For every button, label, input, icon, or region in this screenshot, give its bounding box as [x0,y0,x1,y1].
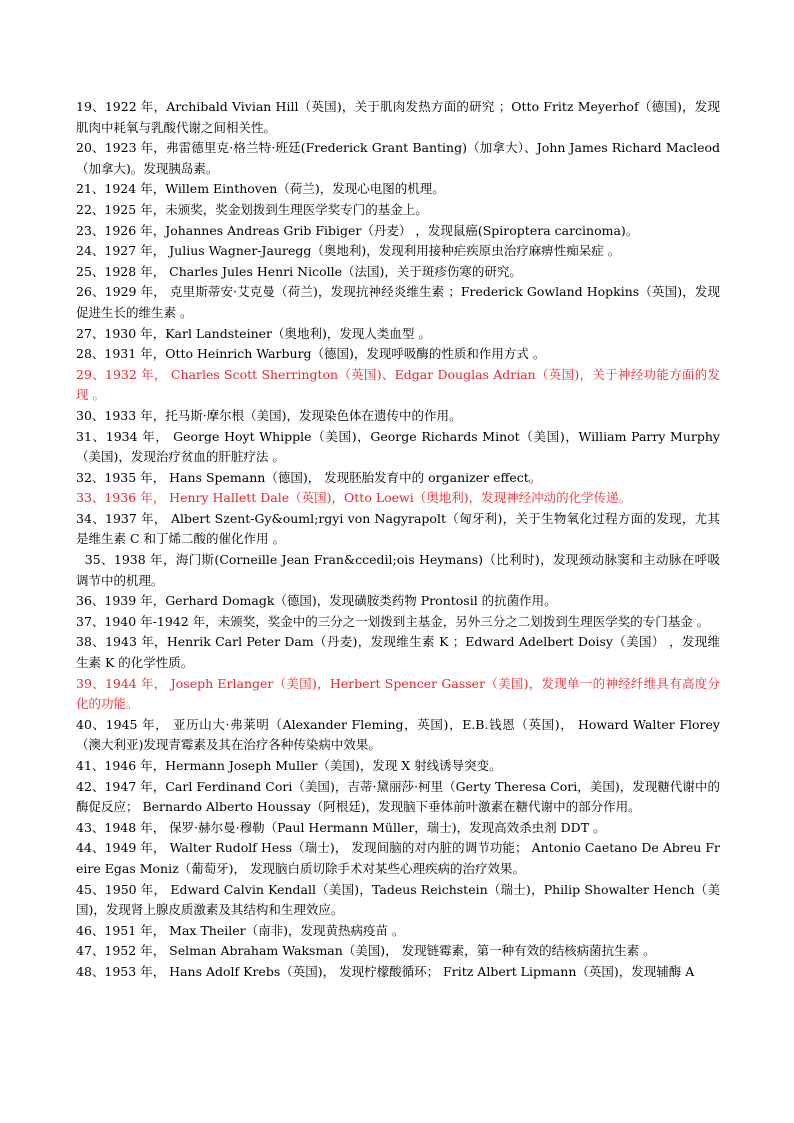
entry-33: 33、1936 年， Henry Hallett Dale（英国)，Otto Loewi（奥地利)，发现神经冲动的化学传递。 [76,490,632,506]
entry-22: 22、1925 年，未颁奖，奖金划拨到生理医学奖专门的基金上。 [76,201,428,217]
entry-37: 37、1940 年-1942 年，未颁奖，奖金中的三分之一划拨到主基金，另外三分之二划拨到生理医学奖的专门基金 。 [76,613,710,629]
entry-19: 19、1922 年，Archibald Vivian Hill（英国)，关于肌肉发热方面的研究 ；Otto Fritz Meyerhof（德国)，发现肌肉中耗氧与乳酸代谢之间相关性。 [76,99,720,135]
entry-43: 43、1948 年， 保罗·赫尔曼·穆勒（Paul Hermann Müller，瑞士)，发现高效杀虫剂 DDT 。 [76,819,606,835]
entry-47: 47、1952 年， Selman Abraham Waksman（美国)， 发现链霉素，第一种有效的结核病菌抗生素 。 [76,943,656,959]
entry-42: 42、1947 年，Carl Ferdinand Cori（美国)，吉蒂·黛丽莎·柯里（Gerty Theresa Cori，美国)，发现糖代谢中的酶促反应； Bernardo Alberto Houssay（阿根廷)，发现脑下垂体前叶激素在糖代谢中的部分作用。 [76,778,720,815]
entry-29: 29、1932 年， Charles Scott Sherrington（英国)、Edgar Douglas Adrian（英国)，关于神经功能方面的发现 。 [76,366,720,403]
entry-31: 31、1934 年， George Hoyt Whipple（美国)，George Richards Minot（美国)，William Parry Murphy（美国)，发现治疗贫血的肝脏疗法 。 [76,428,720,465]
entry-36: 36、1939 年，Gerhard Domagk（德国)，发现磺胺类药物 Prontosil 的抗菌作用。 [76,593,557,609]
document-page [76,97,720,983]
entry-38: 38、1943 年，Henrik Carl Peter Dam（丹麦)，发现维生素 K ；Edward Adelbert Doisy（美国） ，发现维生素 K 的化学性质。 [76,634,720,671]
entry-26: 26、1929 年， 克里斯蒂安·艾克曼（荷兰)，发现抗神经炎维生素 ；Frederick Gowland Hopkins（英国)，发现促进生长的维生素 。 [76,284,720,320]
entry-44: 44、1949 年， Walter Rudolf Hess（瑞士)， 发现间脑的对内脏的调节功能； Antonio Caetano De Abreu Freire Egas Moniz（葡萄牙)， 发现脑白质切除手术对某些心理疾病的治疗效果。 [76,840,720,876]
entry-35: 35、1938 年，海门斯(Corneille Jean Fran&ccedil;ois Heymans)（比利时)，发现颈动脉窦和主动脉在呼吸调节中的机理。 [76,552,720,588]
entry-46: 46、1951 年， Max Theiler（南非)，发现黄热病疫苗 。 [76,922,405,938]
entry-41: 41、1946 年，Hermann Joseph Muller（美国)，发现 X 射线诱导突变。 [76,758,502,773]
entry-20: 20、1923 年，弗雷德里克·格兰特·班廷(Frederick Grant Banting)（加拿大）、John James Richard Macleod（加拿大)。发现胰岛素。 [76,140,720,176]
entry-39: 39、1944 年， Joseph Erlanger（美国)，Herbert Spencer Gasser（美国)，发现单一的神经纤维具有高度分化的功能。 [76,675,720,712]
entry-25: 25、1928 年， Charles Jules Henri Nicolle（法国)，关于斑疹伤寒的研究。 [76,263,522,279]
entry-27: 27、1930 年，Karl Landsteiner（奥地利)，发现人类血型 。 [76,325,431,341]
entry-45: 45、1950 年， Edward Calvin Kendall（美国)，Tadeus Reichstein（瑞士)，Philip Showalter Hench（美国)，发现肾上腺皮质激素及其结构和生理效应。 [76,881,720,918]
entry-28: 28、1931 年，Otto Heinrich Warburg（德国)，发现呼吸酶的性质和作用方式 。 [76,346,546,362]
entry-32: 32、1935 年， Hans Spemann（德国)， 发现胚胎发育中的 organizer effect。 [76,469,542,485]
entry-30: 30、1933 年，托马斯·摩尔根（美国)，发现染色体在遗传中的作用。 [76,407,462,423]
entry-21: 21、1924 年，Willem Einthoven（荷兰)，发现心电图的机理。 [76,181,445,197]
entry-48: 48、1953 年， Hans Adolf Krebs（英国)， 发现柠檬酸循环； Fritz Albert Lipmann（英国)，发现辅酶 A [76,963,695,979]
entry-24: 24、1927 年， Julius Wagner-Jauregg（奥地利)，发现利用接种疟疾原虫治疗麻痹性痴呆症 。 [76,243,621,259]
entry-40: 40、1945 年， 亚历山大·弗莱明（Alexander Fleming，英国)，E.B.钱恩（英国)， Howard Walter Florey（澳大利亚)发现青霉素及其在治疗各种传染病中效果。 [76,716,720,753]
entry-23: 23、1926 年，Johannes Andreas Grib Fibiger（丹麦） ，发现鼠癌(Spiroptera carcinoma)。 [76,222,639,238]
entry-34: 34、1937 年， Albert Szent-Gy&ouml;rgyi von Nagyrapolt（匈牙利)，关于生物氧化过程方面的发现，尤其是维生素 C 和丁烯二酸的催化作用 。 [76,510,720,547]
